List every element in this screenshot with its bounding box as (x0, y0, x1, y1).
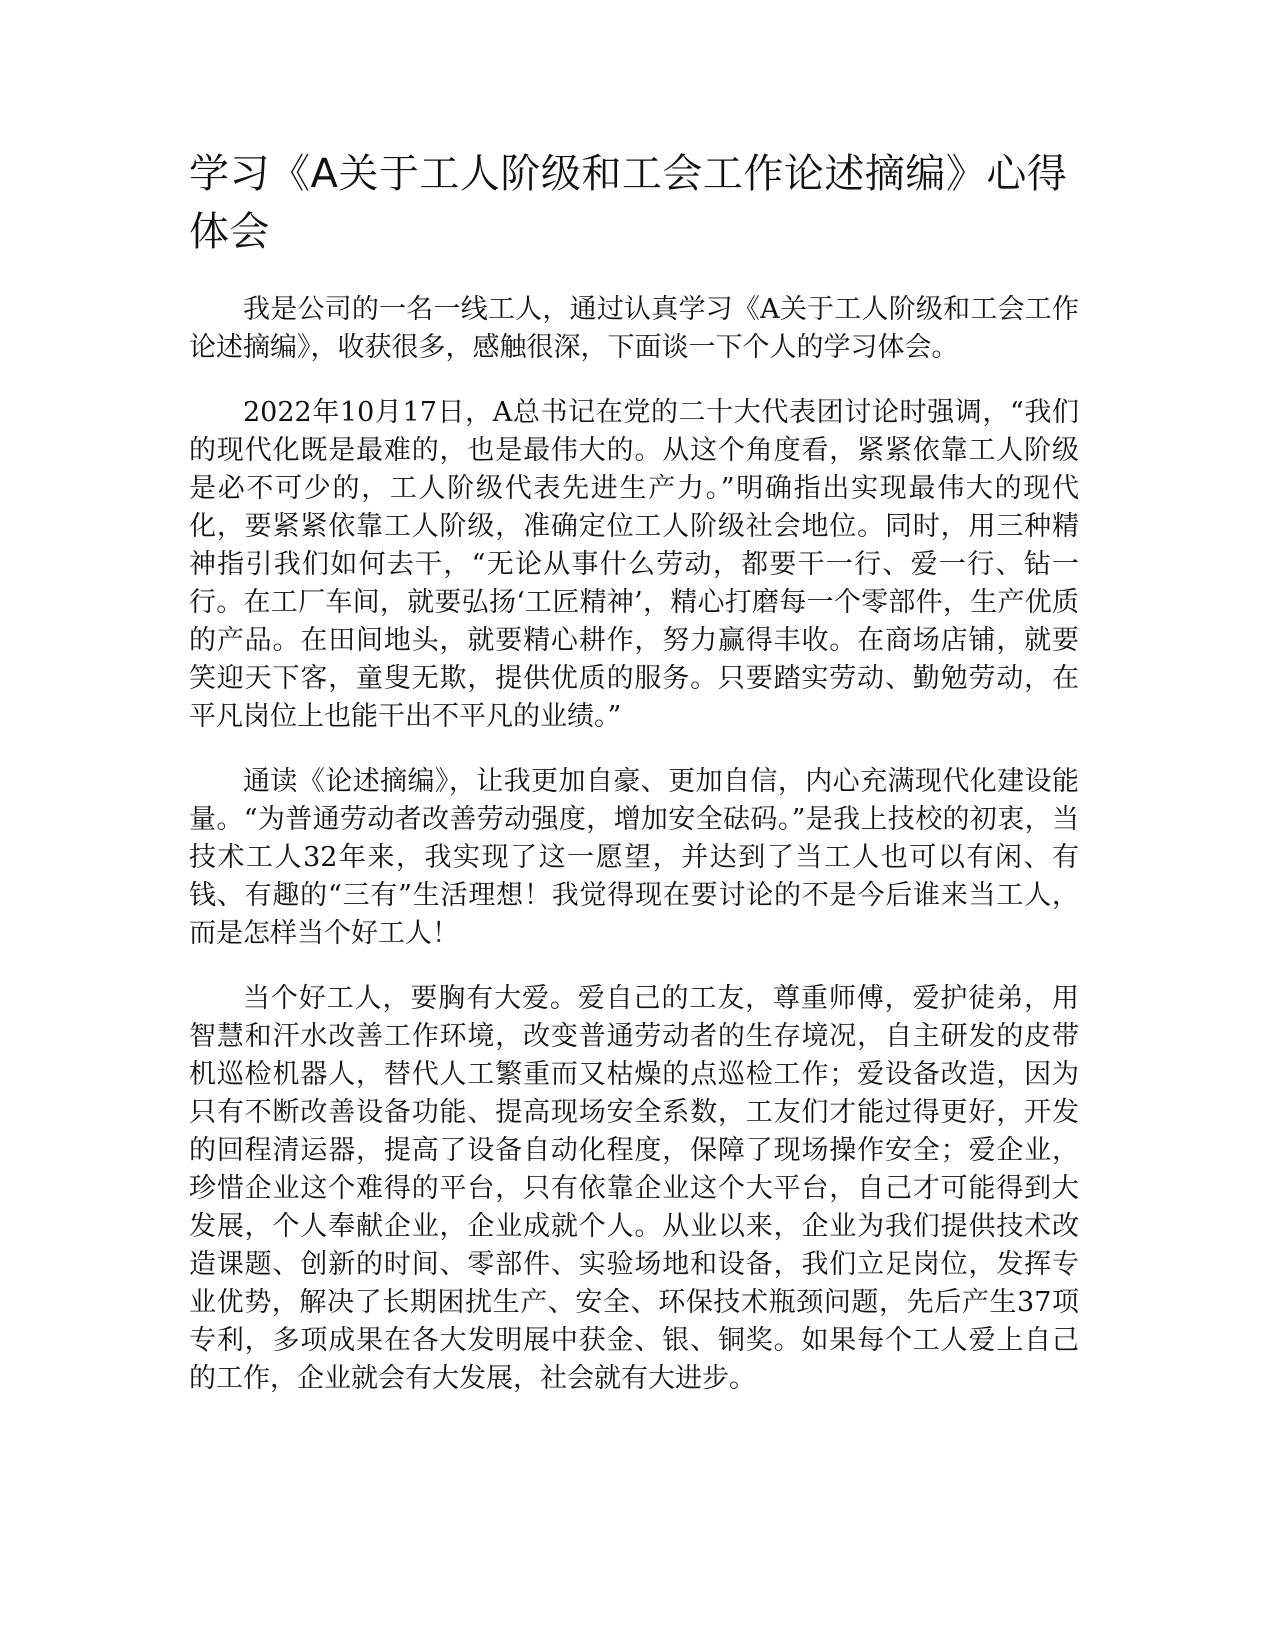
paragraph-speech-quote: 2022年10月17日，A总书记在党的二十大代表团讨论时强调，“我们的现代化既是最难的，也是最伟大的。从这个角度看，紧紧依靠工人阶级是必不可少的，工人阶级代表先进生产力。”明确指出实现最伟大的现代化，要紧紧依靠工人阶级，准确定位工人阶级社会地位。同时，用三种精神指引我们如何去干，“无论从事什么劳动，都要干一行、爱一行、钻一行。在工厂车间，就要弘扬‘工匠精神’，精心打磨每一个零部件，生产优质的产品。在田间地头，就要精心耕作，努力赢得丰收。在商场店铺，就要笑迎天下客，童叟无欺，提供优质的服务。只要踏实劳动、勤勉劳动，在平凡岗位上也能干出不平凡的业绩。” (189, 397, 1079, 732)
paragraph-good-worker: 当个好工人，要胸有大爱。爱自己的工友，尊重师傅，爱护徒弟，用智慧和汗水改善工作环境，改变普通劳动者的生存境况，自主研发的皮带机巡检机器人，替代人工繁重而又枯燥的点巡检工作；爱设备改造，因为只有不断改善设备功能、提高现场安全系数，工友们才能过得更好，开发的回程清运器，提高了设备自动化程度，保障了现场操作安全；爱企业，珍惜企业这个难得的平台，只有依靠企业这个大平台，自己才可能得到大发展，个人奉献企业，企业成就个人。从业以来，企业为我们提供技术改造课题、创新的时间、零部件、实验场地和设备，我们立足岗位，发挥专业优势，解决了长期困扰生产、安全、环保技术瓶颈问题，先后产生37项专利，多项成果在各大发明展中获金、银、铜奖。如果每个工人爱上自己的工作，企业就会有大发展，社会就有大进步。 (189, 983, 1079, 1394)
document-body (189, 145, 1079, 1425)
document-title: 学习《A关于工人阶级和工会工作论述摘编》心得体会 (189, 151, 1068, 255)
paragraph-intro: 我是公司的一名一线工人，通过认真学习《A关于工人阶级和工会工作论述摘编》，收获很多，感触很深，下面谈一下个人的学习体会。 (189, 294, 1079, 363)
paragraph-reading-reflection: 通读《论述摘编》，让我更加自豪、更加自信，内心充满现代化建设能量。“为普通劳动者改善劳动强度，增加安全砝码。”是我上技校的初衷，当技术工人32年来，我实现了这一愿望，并达到了当工人也可以有闲、有钱、有趣的“三有”生活理想！我觉得现在要讨论的不是今后谁来当工人，而是怎样当个好工人！ (189, 766, 1079, 949)
